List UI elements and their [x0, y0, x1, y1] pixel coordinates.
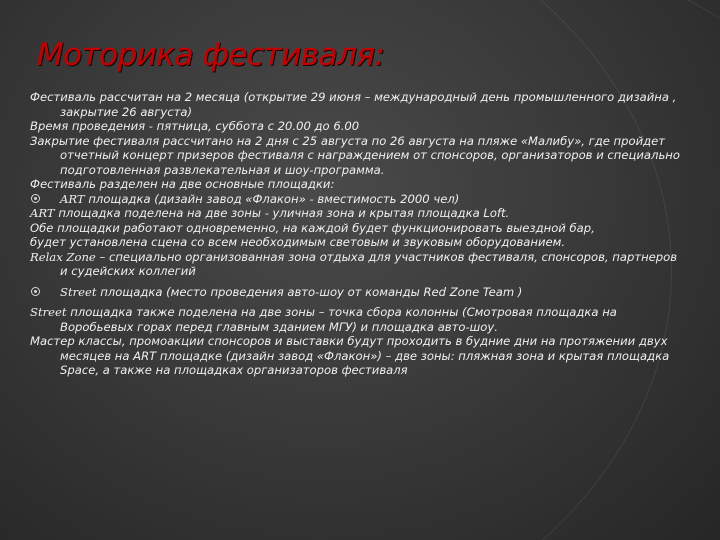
paragraph-bar: Обе площадки работают одновременно, на каждой будет функционировать выездной бар,	[30, 220, 595, 235]
paragraph-text: площадка поделена на две зоны - уличная зона и крытая площадка Loft.	[54, 206, 510, 220]
bullet-icon	[31, 287, 40, 296]
term-relax-zone: Relax Zone	[30, 249, 96, 264]
bullet-icon	[31, 194, 40, 203]
list-item-street	[30, 285, 682, 300]
term-street: Street	[30, 305, 67, 319]
paragraph-opening: Фестиваль рассчитан на 2 месяца (открытие 29 июня – международный день промышленного дизайна , закрытие 26 августа)	[30, 90, 677, 119]
term-art: ART	[60, 191, 85, 206]
slide-body	[30, 90, 682, 378]
paragraph-street-zones	[30, 305, 682, 334]
paragraph-relax-zone	[30, 250, 682, 279]
term-street: Street	[60, 284, 97, 299]
list-item-text: площадка (дизайн завод «Флакон» - вместимость 2000 чел)	[84, 191, 460, 206]
paragraph-text: – специально организованная зона отдыха для участников фестиваля, спонсоров, партнеров и судейских коллегий	[60, 249, 678, 278]
paragraph-venues: Фестиваль разделен на две основные площадки:	[30, 177, 335, 191]
paragraph-text: площадка также поделена на две зоны – точка сбора колонны (Смотровая площадка на Воробьевых горах перед главным зданием МГУ) и площадка авто-шоу.	[60, 305, 617, 334]
paragraph-stage: будет установлена сцена со всем необходимым световым и звуковым оборудованием.	[30, 235, 566, 249]
paragraph-masterclasses: Мастер классы, промоакции спонсоров и выставки будут проходить в будние дни на протяжении двух месяцев на ART площадке (дизайн завод «Флакон») – две зоны: пляжная зона и крытая площадка Space, а также на площадках организаторов фестиваля	[30, 334, 670, 377]
paragraph-art-zones	[30, 206, 682, 221]
paragraph-schedule: Время проведения - пятница, суббота с 20.00 до 6.00	[30, 119, 360, 133]
list-item-art	[30, 192, 682, 207]
list-item-text: площадка (место проведения авто-шоу от команды Red Zone Team )	[96, 284, 523, 299]
slide-title: Моторика фестиваля:	[37, 37, 385, 73]
term-art: ART	[30, 206, 55, 220]
paragraph-closing: Закрытие фестиваля рассчитано на 2 дня с 25 августа по 26 августа на пляже «Малибу», где пройдет отчетный концерт призеров фестиваля с награждением от спонсоров, организаторов и специально подготовленная развлекательная и шоу-программа.	[30, 133, 680, 177]
